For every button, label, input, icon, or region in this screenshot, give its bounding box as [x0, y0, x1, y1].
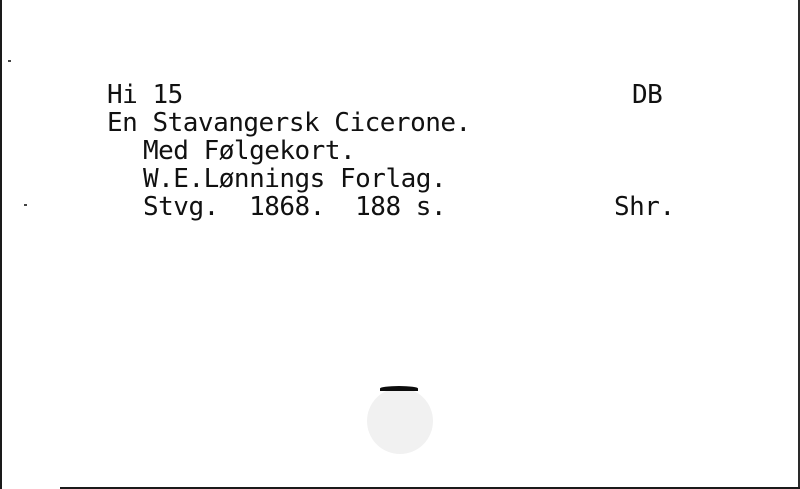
- card-left-edge: [0, 0, 2, 489]
- title-line: En Stavangersk Cicerone.: [107, 108, 471, 138]
- collection-code: DB: [632, 80, 663, 110]
- location-code: Shr.: [614, 192, 675, 222]
- dust-speck: [24, 204, 27, 206]
- punch-hole-shadow: [380, 386, 418, 391]
- note-line: Med Følgekort.: [143, 136, 356, 166]
- punch-hole: [367, 388, 433, 454]
- dust-speck: [8, 60, 11, 62]
- publisher-line: W.E.Lønnings Forlag.: [143, 164, 447, 194]
- call-number: Hi 15: [107, 80, 183, 110]
- imprint-line: Stvg. 1868. 188 s.: [143, 192, 447, 222]
